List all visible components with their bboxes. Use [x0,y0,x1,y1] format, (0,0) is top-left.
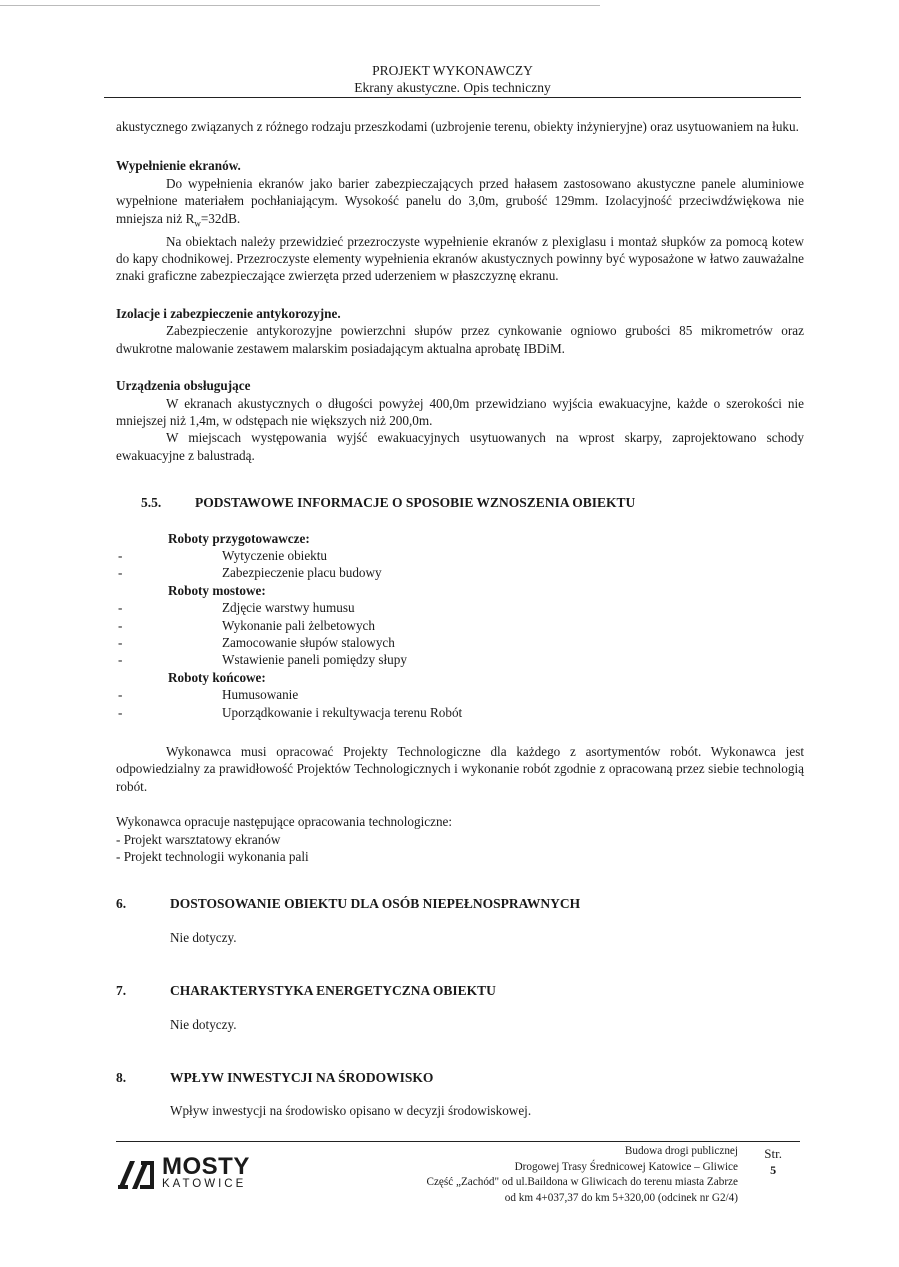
dash-bullet: - [118,617,123,633]
dash-bullet: - [118,547,123,563]
company-logo [116,1153,250,1191]
section-5-5-title: PODSTAWOWE INFORMACJE O SPOSOBIE WZNOSZENIA OBIEKTU [195,495,636,511]
section-7-heading [116,982,804,999]
wypelnienie-p1-text: Do wypełnienia ekranów jako barier zabezpieczających przed hałasem zastosowano akustyczne panele aluminiowe wypełnione materiałem pochłaniającym. Wysokość panelu do 3,0m, grubość 129mm. Izolacyjność przeciwdźwiękowa nie mniejsza niż R [116,175,804,226]
list-item-text: Zdjęcie warstwy humusu [222,600,355,616]
wypelnienie-paragraph-1 [116,175,804,233]
urzadzenia-paragraph-2: W miejscach występowania wyjść ewakuacyjnych usytuowanych na wprost skarpy, zaprojektowano schody ewakuacyjne z balustradą. [116,430,804,463]
mosty-logo-icon [116,1157,156,1191]
wypelnienie-p1-sub: w [194,218,201,229]
list-item [116,564,804,581]
list-item-text: Wytyczenie obiektu [222,547,328,563]
technology-list-intro: Wykonawca opracuje następujące opracowania technologiczne: [116,814,453,830]
logo-text: MOSTY [162,1153,250,1180]
scan-edge-line [0,5,600,6]
list-item-text: Wstawienie paneli pomiędzy słupy [222,652,407,668]
works-group-items-1 [116,547,804,582]
list-item [116,617,804,634]
project-info-line-2: Drogowej Trasy Średnicowej Katowice – Gliwice [514,1160,738,1173]
project-info-line-4: od km 4+037,37 do km 5+320,00 (odcinek nr G2/4) [504,1191,738,1204]
footer-rule [116,1141,800,1142]
technology-paragraph: Wykonawca musi opracować Projekty Technologiczne dla każdego z asortymentów robót. Wykonawca jest odpowiedzialny za prawidłowość Projektów Technologicznych i wykonanie robót zgodnie z opracowaną przez siebie technologią robót. [116,744,804,794]
header-rule [104,97,801,98]
section-6-text: Nie dotyczy. [170,929,237,945]
section-6-title: DOSTOSOWANIE OBIEKTU DLA OSÓB NIEPEŁNOSPRAWNYCH [170,896,581,912]
header-title: PROJEKT WYKONAWCZY [372,63,533,78]
works-group-items-3 [116,686,804,721]
project-info-line-1: Budowa drogi publicznej [624,1145,738,1157]
wypelnienie-heading: Wypełnienie ekranów. [116,158,241,174]
dash-bullet: - [118,652,123,668]
technology-list-item-1: - Projekt warsztatowy ekranów [116,831,281,847]
list-item [116,634,804,651]
dash-bullet: - [118,687,123,703]
list-item [116,599,804,616]
header-subtitle: Ekrany akustyczne. Opis techniczny [354,80,551,95]
section-7-text: Nie dotyczy. [170,1016,237,1032]
dash-bullet: - [118,600,123,616]
section-5-5-number: 5.5. [141,495,162,511]
list-item-text: Wykonanie pali żelbetowych [222,617,376,633]
page-label: Str. [764,1146,782,1161]
izolacje-paragraph: Zabezpieczenie antykorozyjne powierzchni słupów przez cynkowanie ogniowo grubości 85 mikrometrów oraz dwukrotne malowanie zestawem malarskim posiadającym aktualna aprobatę IBDiM. [116,323,804,356]
wypelnienie-paragraph-2: Na obiektach należy przewidzieć przezroczyste wypełnienie ekranów z plexiglasu i montaż słupków za pomocą kotew do kapy chodnikowej. Przezroczyste elementy wypełnienia ekranów akustycznych powinny być wyposażone w łatwo zauważalne znaki graficzne zabezpieczające zwierzęta przed uderzeniem w płaszczyznę ekranu. [116,233,804,284]
dash-bullet: - [118,634,123,650]
section-7-number: 7. [116,983,127,999]
works-list [116,530,804,721]
list-item-text: Zamocowanie słupów stalowych [222,634,395,650]
page-number-box [764,1145,782,1179]
list-item-text: Zabezpieczenie placu budowy [222,565,382,581]
dash-bullet: - [118,565,123,581]
list-item [116,651,804,668]
izolacje-heading: Izolacje i zabezpieczenie antykorozyjne. [116,305,341,321]
list-item [116,547,804,564]
section-8-text: Wpływ inwestycji na środowisko opisano w decyzji środowiskowej. [170,1103,532,1119]
list-item [116,704,804,721]
project-info-line-3: Część „Zachód" od ul.Baildona w Gliwicach do terenu miasta Zabrze [426,1176,738,1188]
technology-list-item-2: - Projekt technologii wykonania pali [116,849,309,865]
section-8-number: 8. [116,1070,127,1086]
list-item [116,686,804,703]
dash-bullet: - [118,704,123,720]
page-footer [116,1141,800,1204]
wypelnienie-p1-end: =32dB. [200,210,241,226]
section-6-heading [116,895,804,912]
project-info [427,1144,739,1206]
urzadzenia-paragraph-1: W ekranach akustycznych o długości powyżej 400,0m przewidziano wyjścia ewakuacyjne, każde o szerokości nie mniejszej niż 1,4m, w odstępach nie większych niż 200,0m. [116,395,804,428]
list-item-text: Uporządkowanie i rekultywacja terenu Robót [222,704,463,720]
logo-subtext: KATOWICE [162,1178,247,1190]
works-group-label-3: Roboty końcowe: [168,669,266,685]
works-group-label-1: Roboty przygotowawcze: [168,530,310,546]
intro-paragraph: akustycznego związanych z różnego rodzaju przeszkodami (uzbrojenie terenu, obiekty inżynieryjne) oraz usytuowaniem na łuku. [116,119,799,134]
section-6-number: 6. [116,896,127,912]
section-7-title: CHARAKTERYSTYKA ENERGETYCZNA OBIEKTU [170,983,496,999]
section-8-title: WPŁYW INWESTYCJI NA ŚRODOWISKO [170,1070,434,1086]
section-5-5-heading [141,494,804,511]
works-group-label-2: Roboty mostowe: [168,582,266,598]
page-header [104,62,801,98]
section-8-heading [116,1069,804,1086]
document-body [116,118,804,1120]
list-item-text: Humusowanie [222,687,299,703]
urzadzenia-heading: Urządzenia obsługujące [116,378,251,394]
works-group-items-2 [116,599,804,669]
page-number: 5 [770,1163,777,1177]
